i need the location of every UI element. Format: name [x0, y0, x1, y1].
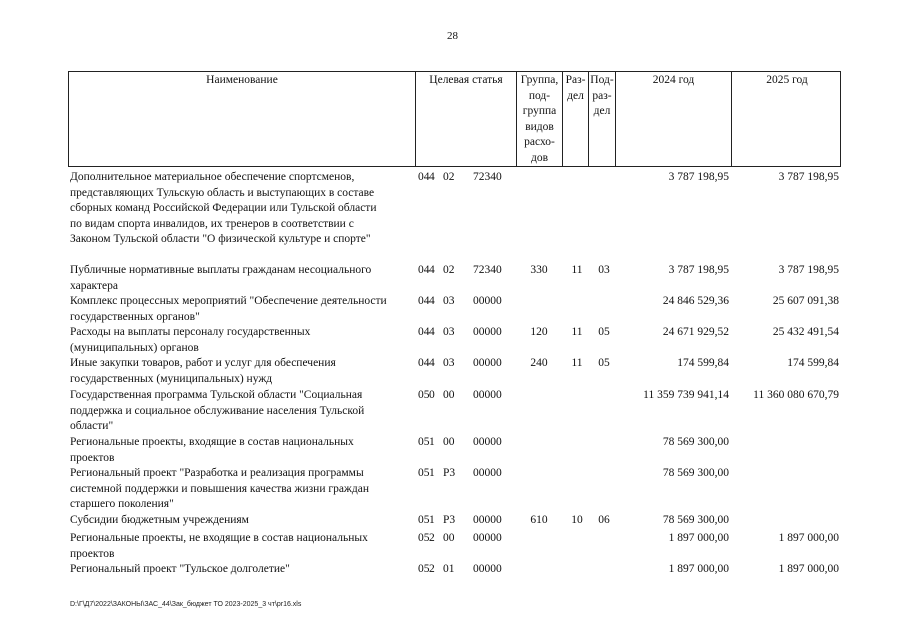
row-name: [70, 356, 415, 387]
code-part: 04: [418, 357, 430, 369]
row-name-line: Дополнительное материальное обеспечение спортсменов,: [70, 171, 355, 183]
row-amount-2024: 78 569 300,00: [662, 467, 729, 479]
row-name-line: старшего поколения": [70, 498, 174, 511]
row-name-line: Региональные проекты, входящие в состав национальных: [70, 436, 354, 448]
row-amount-2025: 11 360 080 670,79: [753, 389, 839, 401]
row-target-article: [418, 325, 518, 341]
header-subsection-line: дел: [593, 105, 611, 117]
row-target-article: [418, 356, 518, 372]
file-path-footer: D:\Г\Д7\2022\ЗАКОНЫ\ЗАС_44\Зак_бюджет ТО 2023-2025_3 чт\pr16.xls: [70, 601, 302, 608]
row-amount-2024: 24 846 529,36: [662, 295, 729, 307]
row-name-line: Региональный проект "Тульское долголетие": [70, 563, 290, 575]
row-section: 11: [571, 264, 583, 276]
row-amount-2024: 78 569 300,00: [662, 514, 729, 526]
row-name-line: Региональные проекты, не входящие в состав национальных: [70, 532, 368, 544]
row-name-line: Комплекс процессных мероприятий "Обеспечение деятельности: [70, 295, 387, 307]
code-part: 0: [429, 389, 435, 401]
row-amount-2025: 3 787 198,95: [778, 264, 839, 276]
header-group-line: дов: [530, 151, 549, 164]
code-part: 00: [443, 389, 455, 401]
code-part: 03: [443, 295, 455, 307]
row-target-article: [418, 466, 518, 482]
row-name: [70, 435, 415, 466]
row-name-line: (муниципальных) органов: [70, 341, 199, 354]
row-name-line: Государственная программа Тульской области "Социальная: [70, 389, 363, 401]
header-subsection: [589, 72, 616, 166]
row-amount-2025: 1 897 000,00: [778, 532, 839, 544]
code-part: 00000: [473, 436, 502, 448]
code-part: 1: [429, 467, 435, 479]
row-target-article: [418, 294, 518, 310]
row-subsection: 05: [598, 357, 610, 369]
row-target-article: [418, 263, 518, 279]
row-group: 120: [530, 326, 548, 338]
row-name-line: системной поддержки и повышения качества жизни граждан: [70, 482, 369, 495]
row-name: [70, 466, 415, 513]
code-part: 04: [418, 171, 430, 183]
row-amount-2024: 11 359 739 941,14: [643, 389, 729, 401]
row-amount-2024: 3 787 198,95: [668, 171, 729, 183]
code-part: 4: [429, 357, 435, 369]
row-target-article: [418, 531, 518, 547]
code-part: 00: [443, 436, 455, 448]
row-target-article: [418, 562, 518, 578]
page-number: 28: [447, 30, 458, 42]
row-section: 10: [571, 514, 583, 526]
code-part: 4: [429, 326, 435, 338]
row-name-line: Законом Тульской области "О физической культуре и спорте": [70, 233, 371, 246]
row-name-line: представляющих Тульскую область и выступающих в составе: [70, 186, 375, 199]
row-name: [70, 562, 415, 578]
row-amount-2025: 25 432 491,54: [772, 326, 839, 338]
row-amount-2025: 3 787 198,95: [778, 171, 839, 183]
code-part: 2: [429, 563, 435, 575]
code-part: 04: [418, 326, 430, 338]
code-part: 4: [429, 295, 435, 307]
header-subsection-line: Под-: [590, 74, 614, 86]
row-subsection: 03: [598, 264, 610, 276]
code-part: 03: [443, 357, 455, 369]
code-part: P3: [443, 514, 456, 526]
header-year-2024: 2024 год: [616, 72, 732, 166]
row-name-line: Иные закупки товаров, работ и услуг для обеспечения: [70, 357, 336, 369]
row-name-line: Публичные нормативные выплаты гражданам несоциального: [70, 264, 372, 276]
row-name-line: поддержка и социальное обслуживание населения Тульской: [70, 404, 365, 417]
row-name: [70, 170, 415, 248]
row-name: [70, 513, 415, 529]
code-part: 00000: [473, 389, 502, 401]
header-name: Наименование: [69, 72, 416, 166]
code-part: 05: [418, 436, 430, 448]
row-section: 11: [571, 326, 583, 338]
row-amount-2024: 3 787 198,95: [668, 264, 729, 276]
header-section: [563, 72, 589, 166]
code-part: 00000: [473, 514, 502, 526]
row-name: [70, 294, 415, 325]
row-group: 240: [530, 357, 548, 369]
row-amount-2024: 1 897 000,00: [668, 563, 729, 575]
code-part: 00: [443, 532, 455, 544]
row-target-article: [418, 388, 518, 404]
row-name-line: государственных (муниципальных) нужд: [70, 372, 273, 385]
code-part: 4: [429, 264, 435, 276]
header-target-article: Целевая статья: [416, 72, 517, 166]
row-name-line: характера: [70, 279, 118, 292]
row-amount-2024: 24 671 929,52: [662, 326, 729, 338]
code-part: 01: [443, 563, 455, 575]
row-subsection: 05: [598, 326, 610, 338]
header-group: [517, 72, 563, 166]
code-part: 00000: [473, 295, 502, 307]
code-part: 04: [418, 264, 430, 276]
code-part: 00000: [473, 467, 502, 479]
header-year-2025: 2025 год: [766, 74, 808, 86]
code-part: 05: [418, 532, 430, 544]
row-section: 11: [571, 357, 583, 369]
row-name-line: по видам спорта инвалидов, их тренеров в соответствии с: [70, 217, 354, 230]
code-part: 00000: [473, 326, 502, 338]
header-group-line: расхо-: [524, 136, 555, 148]
header-group-line: под-: [528, 89, 551, 102]
code-part: 03: [443, 326, 455, 338]
row-group: 330: [530, 264, 548, 276]
header-section-line: дел: [567, 89, 584, 102]
row-subsection: 06: [598, 514, 610, 526]
row-target-article: [418, 170, 518, 186]
code-part: 05: [418, 514, 430, 526]
code-part: 05: [418, 467, 430, 479]
code-part: 00000: [473, 532, 502, 544]
row-target-article: [418, 435, 518, 451]
row-amount-2024: 78 569 300,00: [662, 436, 729, 448]
code-part: 05: [418, 563, 430, 575]
row-name-line: Субсидии бюджетным учреждениям: [70, 514, 249, 526]
row-name: [70, 388, 415, 435]
code-part: P3: [443, 467, 456, 479]
row-amount-2025: 1 897 000,00: [778, 563, 839, 575]
code-part: 00000: [473, 357, 502, 369]
code-part: 1: [429, 514, 435, 526]
row-amount-2025: 174 599,84: [787, 357, 839, 369]
row-name-line: области": [70, 420, 114, 433]
row-name-line: Региональный проект "Разработка и реализация программы: [70, 467, 364, 479]
code-part: 2: [429, 532, 435, 544]
row-name: [70, 325, 415, 356]
code-part: 1: [429, 436, 435, 448]
row-amount-2025: 25 607 091,38: [772, 295, 839, 307]
row-group: 610: [530, 514, 548, 526]
row-amount-2024: 1 897 000,00: [668, 532, 729, 544]
header-subsection-line: раз-: [592, 89, 612, 102]
header-group-line: видов: [525, 120, 554, 133]
row-name-line: проектов: [70, 451, 115, 464]
table-header: [68, 71, 841, 167]
code-part: 04: [418, 295, 430, 307]
code-part: 72340: [473, 264, 502, 276]
code-part: 05: [418, 389, 430, 401]
row-name-line: проектов: [70, 547, 115, 560]
row-amount-2024: 174 599,84: [677, 357, 729, 369]
code-part: 4: [429, 171, 435, 183]
code-part: 72340: [473, 171, 502, 183]
header-section-line: Раз-: [565, 74, 586, 86]
code-part: 02: [443, 171, 455, 183]
row-name-line: государственных органов": [70, 310, 200, 323]
row-target-article: [418, 513, 518, 529]
code-part: 00000: [473, 563, 502, 575]
row-name-line: сборных команд Российской Федерации или Тульской области: [70, 202, 377, 215]
code-part: 02: [443, 264, 455, 276]
header-group-line: группа: [522, 105, 557, 117]
row-name: [70, 263, 415, 294]
header-group-line: Группа,: [520, 74, 559, 86]
row-name: [70, 531, 415, 562]
row-name-line: Расходы на выплаты персоналу государственных: [70, 326, 311, 338]
